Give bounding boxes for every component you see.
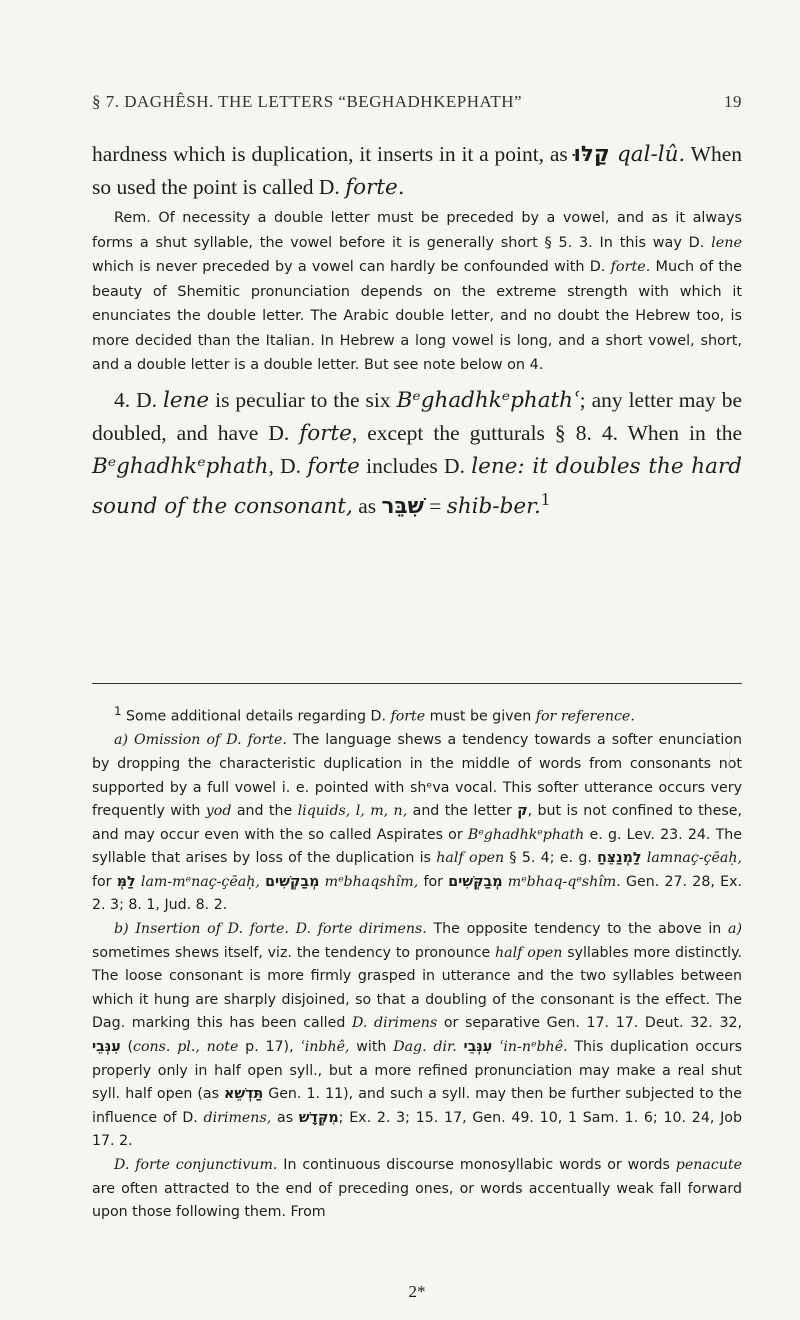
section-4-paragraph: 4. D. lene is peculiar to the six Bᵉghadhkᵉphathՙ; any letter may be doubled, and have D. forte, except the gutturals § 8. 4. When in the Bᵉghadhkᵉphath, D. forte includes D. lene: it doubles the hard sound of the consonant, as שִׁבֵּר = shib-ber.$^1$ xyxy=(92,387,743,519)
remark-paragraph: Rem. Of necessity a double letter must be preceded by a vowel, and as it always forms a shut syllable, the vowel before it is generally short § 5. 3. In this way D. lene which is never preceded by a vowel can hardly be confounded with D. forte. Much of the beauty of Shemitic pronunciation depends on the extreme strength with which it enunciates the double letter. The Arabic double letter, and no doubt the Hebrew too, is more decided than the Italian. In Hebrew a long vowel is long, and a short vowel, short, and a double letter is a double letter. But see note below on 4. xyxy=(92,210,742,373)
footnote-conjunctivum: D. forte conjunctivum. In continuous discourse monosyllabic words or words penacute are often attracted to the end of preceding ones, or words accentually weak fall forward upon those following them. From xyxy=(92,1157,743,1221)
page-stain xyxy=(729,740,770,780)
page-number: 19 xyxy=(724,92,742,111)
footnote-b: b) Insertion of D. forte. D. forte dirimens. The opposite tendency to the above in a) sometimes shews itself, viz. the tendency to pronounce half open syllables more distinctly. The loose consonant is more firmly grasped in utterance and the two syllables between which it hung are sharply disjoined, so that a doubling of the consonant is the effect. The Dag. marking this has been called D. dirimens or separative Gen. 17. 17. Deut. 32. 32, עִנְּבֵי (cons. pl., note p. 17), ʿinbhê, with Dag. dir. עִנְּבֵי ʿin-nᵉbhê. This duplication occurs properly only in half open syll., but a more refined pronunciation may make a real shut syll. half open (as תַּדְשֵׁא Gen. 1. 11), and such a syll. may then be further subjected to the influence of D. dirimens, as מִקְּדָשׁ; Ex. 2. 3; 15. 17, Gen. 49. 10, 1 Sam. 1. 6; 10. 24, Job 17. 2. xyxy=(92,921,743,1150)
footnotes xyxy=(92,700,742,1225)
running-head xyxy=(92,92,742,112)
main-text xyxy=(92,138,742,523)
footnote-rule xyxy=(92,683,742,684)
footnote-marker: 1 xyxy=(540,488,550,509)
signature-mark: 2* xyxy=(408,1282,426,1301)
paragraph-continuation: hardness which is duplication, it inserts in it a point, as קַלּוּ qal-lû. When so used the point is called D. forte. xyxy=(92,142,742,200)
footnote-1-intro: $^1$ Some additional details regarding D. forte must be given for reference. xyxy=(114,704,635,725)
footnote-a: a) Omission of D. forte. The language shews a tendency towards a softer enunciation by dropping the characteristic duplication in the middle of words from consonants not supported by a full vowel i. e. pointed with shᵉva vocal. This softer utterance occurs very frequently with yod and the liquids, l, m, n, and the letter ק, but is not confined to these, and may occur even with the so called Aspirates or Bᵉghadhkᵉphath e. g. Lev. 23. 24. The syllable that arises by loss of the duplication is half open § 5. 4; e. g. לַמְנַצֵּחַ lamnaç-çēaḥ, for לַמְּ lam-mᵉnaç-çēaḥ, מְבַקְשִׁים mᵉbhaqshîm, for מְבַקְּשִׁים mᵉbhaq-qᵉshîm. Gen. 27. 28, Ex. 2. 3; 8. 1, Jud. 8. 2. xyxy=(92,732,743,914)
running-title: § 7. DAGHÊSH. THE LETTERS “BEGHADHKEPHATH” xyxy=(92,92,523,111)
